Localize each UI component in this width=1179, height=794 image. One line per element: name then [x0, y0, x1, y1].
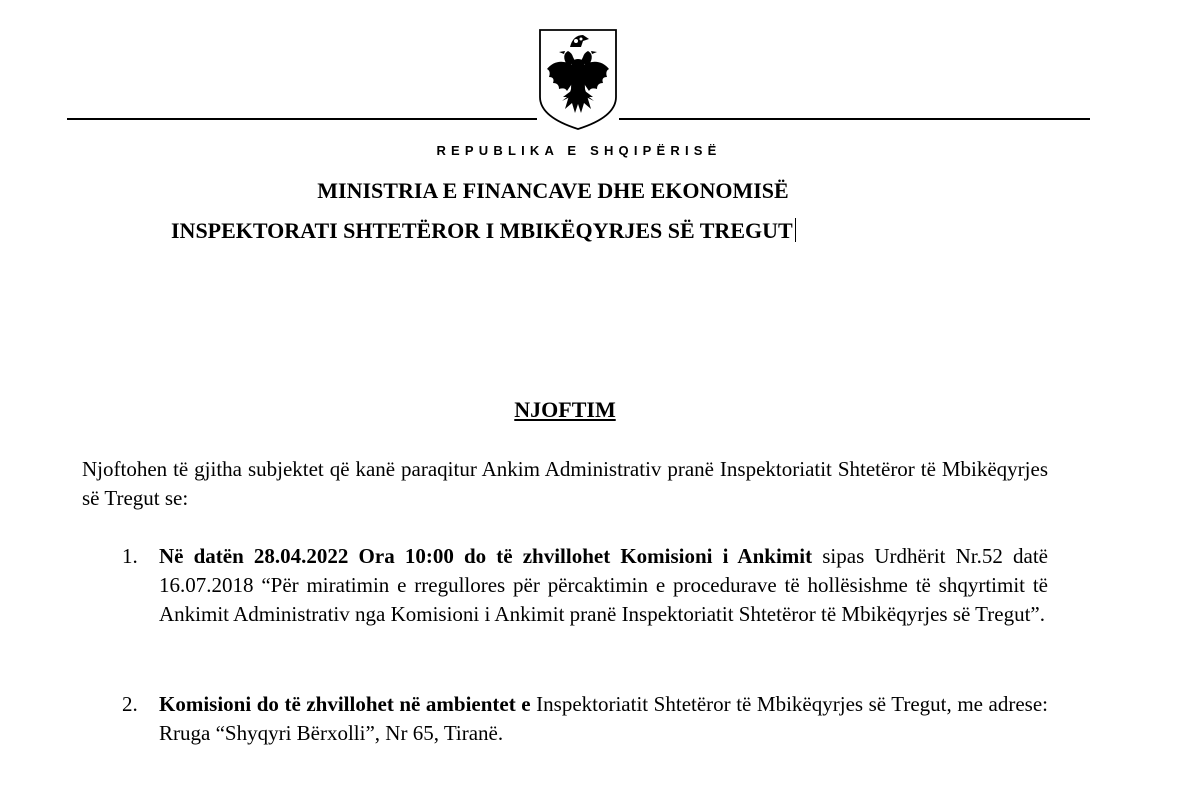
list-item-number: 2.	[122, 692, 138, 716]
notice-title: NJOFTIM	[514, 397, 616, 422]
inspectorate-name: INSPEKTORATI SHTETËROR I MBIKËQYRJES SË TREGUT	[171, 218, 793, 243]
albanian-eagle-coat-of-arms-icon	[537, 27, 619, 131]
text-cursor	[795, 218, 796, 242]
inspectorate-line	[171, 218, 796, 244]
list-item	[122, 542, 1048, 629]
list-item-text: sipas Urdhërit Nr.52 datë 16.07.2018 “Për miratimin e rregullores për përcaktimin e procedurave të hollësishme të shqyrtimit të Ankimit Administrativ nga Komisioni i Ankimit pranë Inspektoriatit Shtetëror të Mbikëqyrjes së Tregut”.	[159, 544, 1048, 626]
header-rule-left	[67, 118, 537, 120]
ministry-name: MINISTRIA E FINANCAVE DHE EKONOMISË	[317, 178, 789, 203]
list-item-bold-text: Në datën 28.04.2022 Ora 10:00 do të zhvillohet Komisioni i Ankimit	[159, 544, 813, 568]
notice-intro: Njoftohen të gjitha subjektet që kanë paraqitur Ankim Administrativ pranë Inspektoriatit Shtetëror të Mbikëqyrjes së Tregut se:	[82, 457, 1048, 510]
list-item-text: Inspektoriatit Shtetëror të Mbikëqyrjes së Tregut, me adrese: Rruga “Shyqyri Bërxolli”, Nr 65, Tiranë.	[159, 692, 1048, 745]
list-item-body	[159, 690, 1048, 748]
list-item-number: 1.	[122, 544, 138, 568]
republic-name: REPUBLIKA E SHQIPËRISË	[436, 143, 722, 158]
list-item-bold-text: Komisioni do të zhvillohet në ambientet e	[159, 692, 531, 716]
header-rule-right	[619, 118, 1090, 120]
emblem	[537, 27, 619, 131]
list-item-body	[159, 542, 1048, 629]
list-item	[122, 690, 1048, 748]
